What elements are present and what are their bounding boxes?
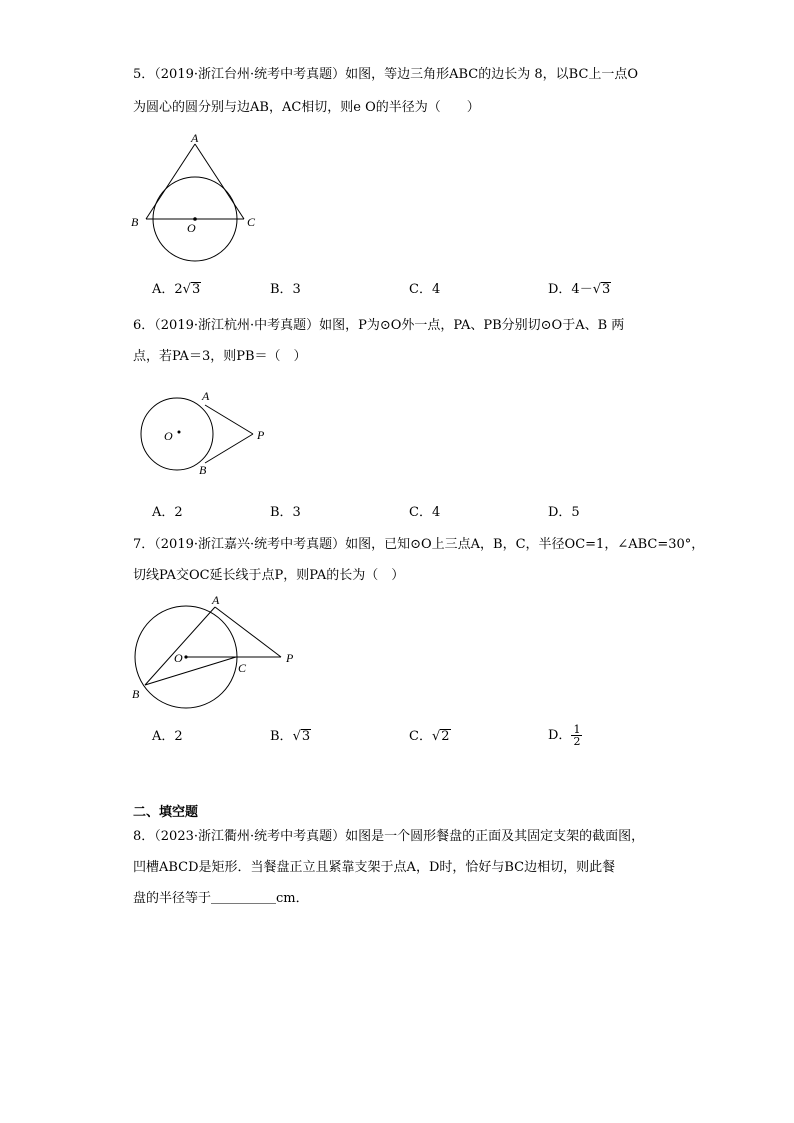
q5-side-ac xyxy=(195,144,244,219)
q6-option-c[interactable]: C．4 xyxy=(409,505,441,520)
q5-option-a[interactable]: A．2√3 xyxy=(152,282,201,297)
q7-figure xyxy=(128,590,303,705)
q5-option-d[interactable]: D．4－√3 xyxy=(548,282,611,297)
q8-text-line1: 8．（2023·浙江衢州·统考中考真题）如图是一个圆形餐盘的正面及其固定支架的截面图， xyxy=(133,829,645,844)
q6-option-d[interactable]: D．5 xyxy=(548,505,580,520)
q6-tangent-pb xyxy=(205,434,253,463)
q8-text-line2: 凹槽ABCD是矩形．当餐盘正立且紧靠支架于点A，D时，恰好与BC边相切，则此餐 xyxy=(133,860,616,875)
q7-option-c[interactable]: C．√2 xyxy=(409,729,450,744)
q6-circle xyxy=(141,398,213,470)
q6-figure xyxy=(135,388,275,478)
q5-side-ab xyxy=(146,144,195,219)
q7-segment-ob xyxy=(145,607,215,685)
section-title: 二、填空题 xyxy=(133,805,199,820)
q6-label-o: O xyxy=(164,429,173,443)
q7-label-a: A xyxy=(212,593,220,607)
q7-text-line1: 7．（2019·浙江嘉兴·统考中考真题）如图，已知⊙O上三点A，B，C，半径OC=1，∠ABC=30°， xyxy=(133,537,705,552)
q6-tangent-pa xyxy=(205,405,253,434)
q7-text-line2: 切线PA交OC延长线于点P，则PA的长为（ ） xyxy=(133,568,405,583)
q5-text-line2: 为圆心的圆分别与边AB，AC相切，则e O的半径为（ ） xyxy=(133,100,480,115)
q7-label-b: B xyxy=(132,687,140,701)
q6-option-b[interactable]: B．3 xyxy=(270,505,301,520)
q5-text-line1: 5．（2019·浙江台州·统考中考真题）如图，等边三角形ABC的边长为 8，以BC上一点O xyxy=(133,67,639,82)
q6-label-b: B xyxy=(199,463,207,477)
q8-text-line3: 盘的半径等于＿＿＿＿＿cm． xyxy=(133,891,309,906)
q5-label-b: B xyxy=(131,215,139,229)
q5-label-o: O xyxy=(187,221,196,235)
q7-label-o: O xyxy=(174,651,183,665)
q7-option-b[interactable]: B．√3 xyxy=(270,729,311,744)
q6-text-line2: 点，若PA＝3，则PB＝（ ） xyxy=(133,349,307,364)
q7-option-a[interactable]: A．2 xyxy=(152,729,183,744)
q7-tangent-pa xyxy=(215,607,281,657)
q5-label-a: A xyxy=(191,131,199,145)
q5-label-c: C xyxy=(247,215,256,229)
q6-label-a: A xyxy=(202,389,210,403)
q7-label-p: P xyxy=(286,651,294,665)
q7-option-d[interactable]: D． $\frac{1}{2}$ xyxy=(548,723,581,748)
q5-figure xyxy=(125,128,265,268)
q6-option-a[interactable]: A．2 xyxy=(152,505,183,520)
q5-option-c[interactable]: C．4 xyxy=(409,282,441,297)
q6-text-line1: 6．（2019·浙江杭州·中考真题）如图，P为⊙O外一点，PA、PB分别切⊙O于A、B 两 xyxy=(133,318,625,333)
q6-label-p: P xyxy=(257,428,265,442)
q7-segment-bc xyxy=(145,657,236,685)
q7-center-dot xyxy=(184,655,187,658)
q6-center-dot xyxy=(178,431,181,434)
q7-label-c: C xyxy=(238,661,247,675)
q5-option-b[interactable]: B．3 xyxy=(270,282,301,297)
